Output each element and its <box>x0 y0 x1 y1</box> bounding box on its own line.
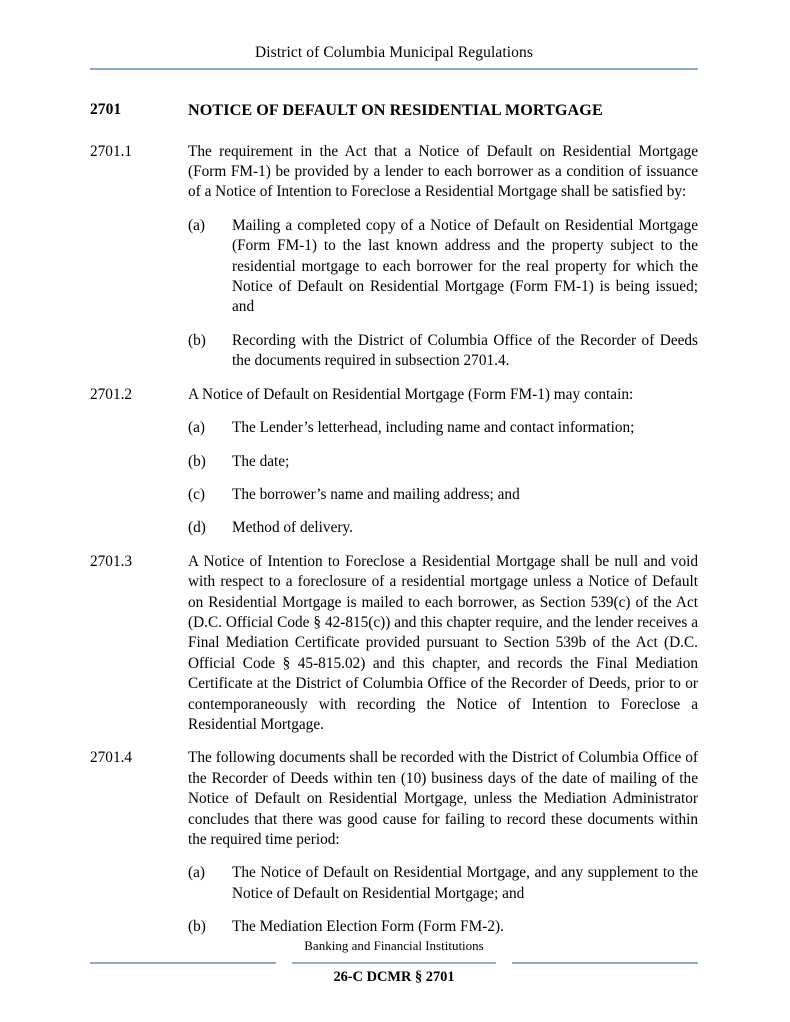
subitem <box>90 216 698 318</box>
section-text: A Notice of Intention to Foreclose a Residential Mortgage shall be null and void with respect to a foreclosure of a residential mortgage unless a Notice of Default on Residential Mortgage is mailed to each borrower, as Section 539(c) of the Act (D.C. Official Code § 42-815(c)) and this chapter require, and the lender receives a Final Mediation Certificate provided pursuant to Section 539b of the Act (D.C. Official Code § 45-815.02) and this chapter, and records the Final Mediation Certificate at the District of Columbia Office of the Recorder of Deeds, prior to or contemporaneously with recording the Notice of Intention to Foreclose a Residential Mortgage. <box>188 552 698 733</box>
subitem-text: Mailing a completed copy of a Notice of Default on Residential Mortgage (Form FM-1) to the last known address and the property subject to the residential mortgage to each borrower for the real property for which the Notice of Default on Residential Mortgage (Form FM-1) is being issued; and <box>232 216 698 316</box>
chapter-number: 2701 <box>90 101 122 118</box>
subitem-label: (a) <box>188 864 205 882</box>
subitem-list <box>90 863 698 937</box>
subitem-text: The Lender’s letterhead, including name and contact information; <box>232 419 635 437</box>
header-divider <box>90 68 698 70</box>
subitem-label: (b) <box>188 918 206 936</box>
subitem-label: (a) <box>188 216 205 234</box>
footer-citation: 26-C DCMR § 2701 <box>333 969 455 985</box>
section-number: 2701.1 <box>90 142 133 160</box>
subitem-text: The borrower’s name and mailing address; and <box>232 485 520 503</box>
chapter-heading <box>90 100 698 122</box>
subitem-label: (c) <box>188 485 205 503</box>
subitem-text: The Notice of Default on Residential Mortgage, and any supplement to the Notice of Default on Residential Mortgage; and <box>232 864 698 902</box>
document-header <box>90 44 698 70</box>
chapter-title: NOTICE OF DEFAULT ON RESIDENTIAL MORTGAGE <box>188 101 603 119</box>
subitem <box>90 331 698 372</box>
subitem <box>90 418 698 438</box>
subitem <box>90 518 698 538</box>
section-text: The requirement in the Act that a Notice of Default on Residential Mortgage (Form FM-1) be provided by a lender to each borrower as a condition of issuance of a Notice of Intention to Foreclose a Residential Mortgage shall be satisfied by: <box>188 142 698 201</box>
footer-label: Banking and Financial Institutions <box>304 938 484 953</box>
section-number: 2701.4 <box>90 749 133 767</box>
subitem-label: (b) <box>188 331 206 349</box>
subitem-text: Recording with the District of Columbia Office of the Recorder of Deeds the documents required in subsection 2701.4. <box>232 331 698 370</box>
section-number: 2701.3 <box>90 552 133 570</box>
section-text: The following documents shall be recorded with the District of Columbia Office of the Recorder of Deeds within ten (10) business days of the date of mailing of the Notice of Default on Residential Mortgage, unless the Mediation Administrator concludes that there was good cause for failing to record these documents within the required time period: <box>188 749 698 848</box>
section-block <box>90 385 698 405</box>
subitem <box>90 485 698 505</box>
document-body <box>90 100 698 951</box>
document-footer <box>90 938 698 986</box>
section-block <box>90 552 698 736</box>
section-number: 2701.2 <box>90 385 133 403</box>
subitem-text: The date; <box>232 452 290 470</box>
section-block <box>90 748 698 850</box>
subitem <box>90 452 698 472</box>
header-title: District of Columbia Municipal Regulations <box>254 44 533 61</box>
subitem-list <box>90 418 698 539</box>
footer-divider-right <box>512 962 698 964</box>
section-text: A Notice of Default on Residential Mortgage (Form FM-1) may contain: <box>188 385 634 403</box>
subitem <box>90 863 698 904</box>
subitem <box>90 917 698 937</box>
subitem-label: (d) <box>188 519 206 537</box>
footer-divider <box>90 962 698 965</box>
subitem-text: The Mediation Election Form (Form FM-2). <box>232 918 504 936</box>
subitem-text: Method of delivery. <box>232 519 353 537</box>
footer-divider-left <box>90 962 276 964</box>
subitem-label: (a) <box>188 419 205 437</box>
subitem-label: (b) <box>188 452 206 470</box>
section-block <box>90 142 698 203</box>
footer-label-row <box>90 938 698 962</box>
subitem-list <box>90 216 698 372</box>
footer-divider-center <box>292 962 496 964</box>
